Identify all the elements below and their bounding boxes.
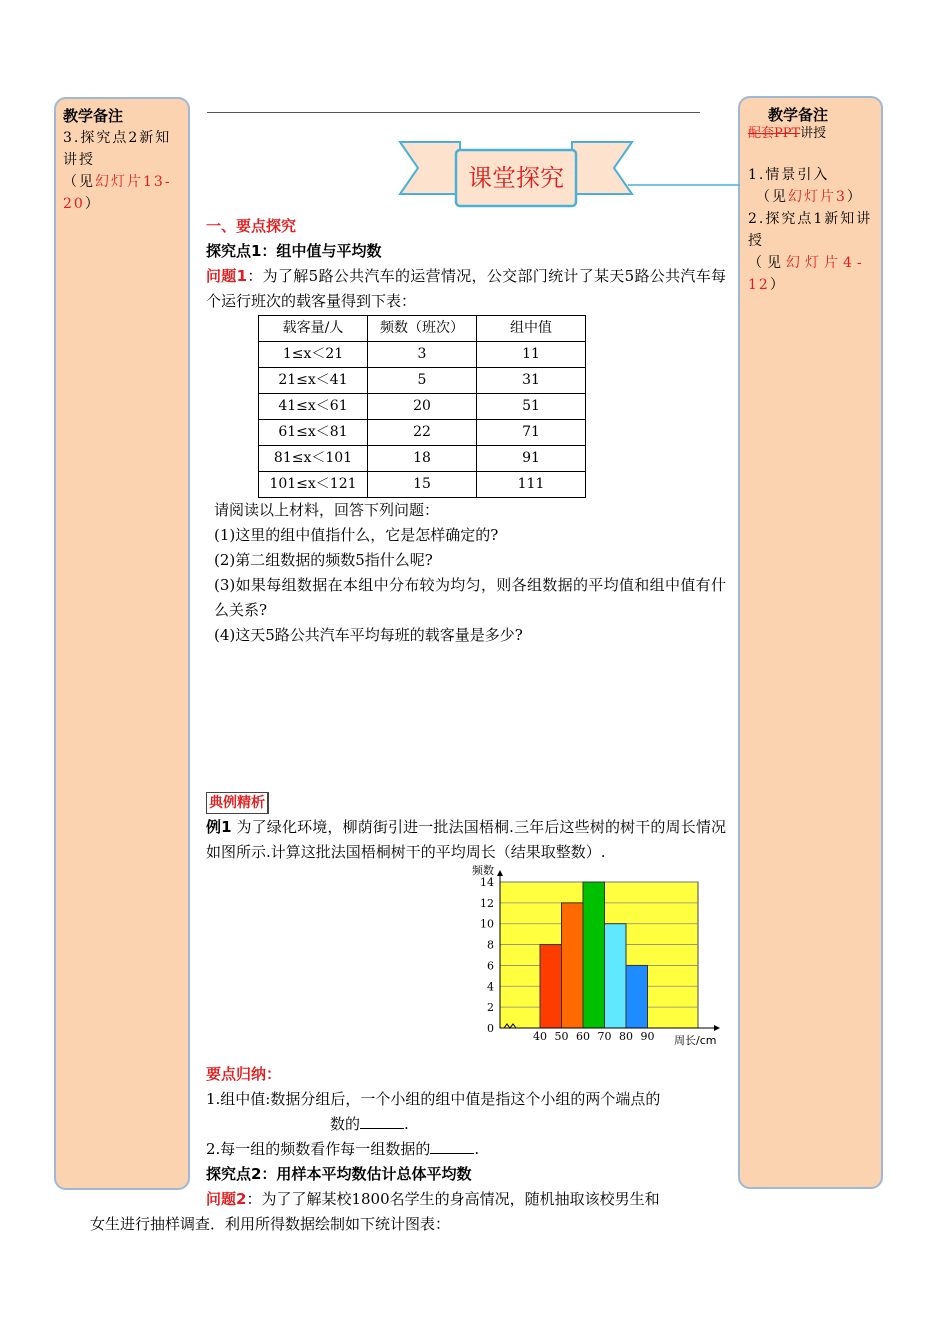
table-header: 组中值 (477, 316, 586, 342)
x-axis-arrow (714, 1025, 720, 1031)
left-notes-ref (63, 171, 181, 193)
histogram-bar (583, 882, 605, 1028)
sub-question: (1)这里的组中值指什么，它是怎样确定的? (214, 526, 499, 544)
table-cell: 18 (368, 446, 477, 472)
y-tick-label: 2 (487, 1001, 494, 1015)
point2-heading: 探究点2：用样本平均数估计总体平均数 (206, 1165, 472, 1183)
right-notes-ref (748, 186, 873, 208)
left-notes-title: 教学备注 (63, 107, 124, 125)
y-tick-label: 6 (487, 959, 494, 973)
table-cell: 81≤x＜101 (259, 446, 368, 472)
x-tick-label: 40 (533, 1030, 547, 1043)
sub-question: (2)第二组数据的频数5指什么呢? (214, 551, 433, 569)
table-cell: 1≤x＜21 (259, 342, 368, 368)
table-cell: 71 (477, 420, 586, 446)
table-row (259, 394, 586, 420)
ref-suffix: ） (84, 196, 101, 212)
example1 (206, 815, 726, 865)
table-row (259, 368, 586, 394)
main-content (206, 214, 726, 865)
table-cell: 5 (368, 368, 477, 394)
table-cell: 101≤x＜121 (259, 472, 368, 498)
y-tick-label: 8 (487, 938, 494, 952)
banner-left-tail (400, 142, 460, 194)
summary-section (206, 1062, 726, 1212)
left-notes-box (54, 97, 190, 1190)
question2-cont: 女生进行抽样调查．利用所得数据绘制如下统计图表： (90, 1215, 451, 1233)
right-notes-item: 1.情景引入 (748, 167, 830, 183)
table-cell: 22 (368, 420, 477, 446)
right-notes-item: 2.探究点1新知讲 (748, 211, 873, 227)
table-row (259, 472, 586, 498)
x-axis-label: 周长/cm (674, 1034, 717, 1047)
question1-text: ：为了解5路公共汽车的运营情况，公交部门统计了某天5路公共汽车每个运行班次的载客量得到下表： (206, 267, 727, 310)
table-cell: 41≤x＜61 (259, 394, 368, 420)
sub-question: (3)如果每组数据在本组中分布较为均匀，则各组数据的平均值和组中值有什么关系? (214, 576, 726, 619)
top-rule (207, 112, 700, 113)
table-cell: 111 (477, 472, 586, 498)
right-notes-subtitle (748, 126, 873, 142)
question2-text: ：为了了解某校1800名学生的身高情况，随机抽取该校男生和 (246, 1190, 660, 1208)
summary-heading: 要点归纳： (206, 1065, 282, 1083)
table-cell: 31 (477, 368, 586, 394)
example-tag-row (206, 790, 726, 815)
question1 (206, 264, 726, 314)
section-banner (396, 136, 636, 212)
sub-question: (4)这天5路公共汽车平均每班的载客量是多少? (214, 626, 523, 644)
summary-item (206, 1137, 726, 1162)
table-cell: 20 (368, 394, 477, 420)
table-cell: 61≤x＜81 (259, 420, 368, 446)
ppt-ref: 配套PPT (748, 126, 801, 141)
table-header: 频数（班次） (368, 316, 477, 342)
ref-suffix: ） (769, 277, 786, 293)
subtitle-suffix: 讲授 (800, 126, 827, 141)
fill-blank[interactable] (360, 1114, 404, 1129)
connector-line (628, 180, 740, 190)
left-notes-ref (63, 193, 181, 215)
table-cell: 21≤x＜41 (259, 368, 368, 394)
left-notes-line: 讲授 (63, 152, 95, 168)
right-notes-item: 授 (748, 233, 764, 249)
ref-prefix: （见 (748, 255, 786, 271)
table-cell: 3 (368, 342, 477, 368)
summary-item-cont (206, 1112, 726, 1137)
slide-ref: 幻灯片3 (788, 189, 847, 205)
summary-text: 2.每一组的频数看作每一组数据的 (206, 1140, 431, 1158)
table-cell: 91 (477, 446, 586, 472)
read-prompt: 请阅读以上材料，回答下列问题： (214, 501, 440, 519)
histogram-bar (626, 965, 648, 1028)
example-label: 例1 (206, 818, 232, 836)
data-table (258, 315, 586, 498)
left-notes-line: 3.探究点2新知 (63, 130, 172, 146)
y-axis-arrow (497, 870, 503, 876)
section-heading: 一、要点探究 (206, 217, 297, 235)
banner-title: 课堂探究 (468, 164, 564, 192)
y-tick-label: 12 (480, 896, 494, 910)
ref-prefix: （见 (63, 174, 95, 190)
x-tick-label: 50 (554, 1030, 569, 1043)
y-tick-label: 10 (480, 917, 494, 931)
summary-item: 1.组中值:数据分组后，一个小组的组中值是指这个小组的两个端点的 (206, 1090, 661, 1108)
question2 (206, 1187, 726, 1212)
y-axis-label: 频数 (472, 864, 494, 877)
x-tick-label: 80 (619, 1030, 633, 1043)
slide-ref: 20 (63, 196, 85, 212)
y-tick-label: 4 (487, 980, 494, 994)
histogram-bar (540, 945, 562, 1028)
x-tick-label: 90 (640, 1030, 655, 1043)
summary-end: . (404, 1115, 409, 1133)
table-cell: 11 (477, 342, 586, 368)
histogram-bar (605, 924, 627, 1028)
y-tick-label: 14 (480, 876, 494, 889)
x-tick-label: 60 (576, 1030, 590, 1043)
example-text: 为了绿化环境，柳荫街引进一批法国梧桐.三年后这些树的树干的周长情况如图所示.计算这批法国梧桐树干的平均周长（结果取整数）. (206, 818, 726, 861)
histogram-bar (562, 903, 584, 1028)
slide-ref: 幻灯片4- (786, 255, 867, 271)
point1-heading: 探究点1：组中值与平均数 (206, 242, 382, 260)
right-notes-title: 教学备注 (768, 106, 829, 124)
example-tag: 典例精析 (206, 792, 269, 814)
fill-blank[interactable] (430, 1139, 474, 1154)
table-row (259, 446, 586, 472)
table-row (259, 420, 586, 446)
table-header: 载客量/人 (259, 316, 368, 342)
table-header-row (259, 316, 586, 342)
table-row (259, 342, 586, 368)
banner-right-tail (572, 142, 632, 194)
histogram-chart (470, 860, 730, 1050)
right-notes-box (738, 96, 883, 1189)
right-notes-ref (748, 252, 873, 274)
question2-label: 问题2 (206, 1190, 247, 1208)
question1-label: 问题1 (206, 267, 248, 285)
table-cell: 15 (368, 472, 477, 498)
y-tick-label: 0 (487, 1022, 494, 1035)
summary-text: 数的 (330, 1115, 361, 1133)
summary-end: . (474, 1140, 480, 1158)
slide-ref: 幻灯片13- (95, 174, 172, 190)
ref-prefix: （见 (756, 189, 788, 205)
table-cell: 51 (477, 394, 586, 420)
ref-suffix: ） (846, 189, 863, 205)
slide-ref: 12 (748, 277, 770, 293)
x-tick-label: 70 (597, 1030, 612, 1043)
right-notes-ref (748, 274, 873, 296)
